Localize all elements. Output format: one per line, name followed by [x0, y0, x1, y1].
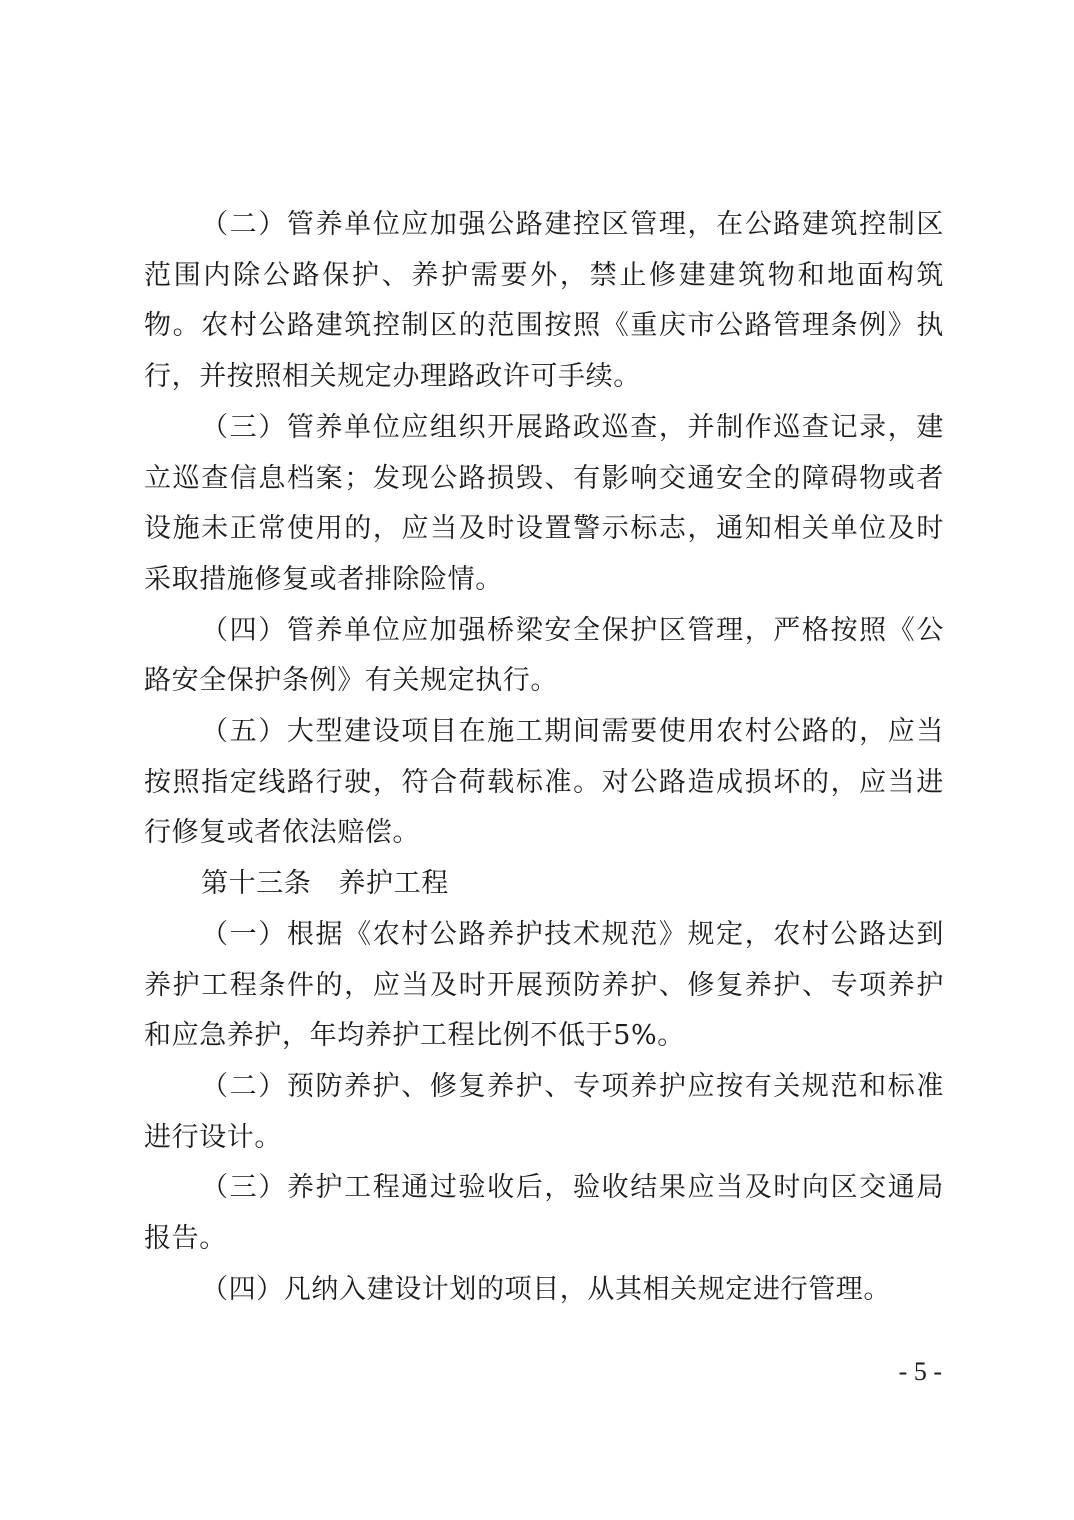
article-heading	[144, 859, 944, 910]
paragraph-acceptance-report: （三）养护工程通过验收后，验收结果应当及时向区交通局报告。	[144, 1172, 944, 1255]
article-title: 养护工程	[338, 868, 449, 900]
paragraph-construction-plan: （四）凡纳入建设计划的项目，从其相关规定进行管理。	[201, 1273, 891, 1305]
document-body	[144, 200, 944, 1315]
paragraph-maintenance-standard: （一）根据《农村公路养护技术规范》规定，农村公路达到养护工程条件的，应当及时开展预防养护、修复养护、专项养护和应急养护，年均养护工程比例不低于5%。	[144, 918, 944, 1052]
paragraph-construction-use: （五）大型建设项目在施工期间需要使用农村公路的，应当按照指定线路行驶，符合荷载标准。对公路造成损坏的，应当进行修复或者依法赔偿。	[144, 716, 944, 849]
paragraph-bridge-protection: （四）管养单位应加强桥梁安全保护区管理，严格按照《公路安全保护条例》有关规定执行。	[144, 614, 944, 697]
paragraph-maintenance-design: （二）预防养护、修复养护、专项养护应按有关规范和标准进行设计。	[144, 1070, 944, 1153]
article-number: 第十三条	[201, 868, 312, 900]
paragraph-management-control-zone: （二）管养单位应加强公路建控区管理，在公路建筑控制区范围内除公路保护、养护需要外，禁止修建建筑物和地面构筑物。农村公路建筑控制区的范围按照《重庆市公路管理条例》执行，并按照相关规定办理路政许可手续。	[144, 209, 944, 393]
paragraph-road-patrol: （三）管养单位应组织开展路政巡查，并制作巡查记录，建立巡查信息档案；发现公路损毁、有影响交通安全的障碍物或者设施未正常使用的，应当及时设置警示标志，通知相关单位及时采取措施修复或者排除险情。	[144, 411, 944, 595]
page-number: - 5 -	[898, 1357, 942, 1386]
